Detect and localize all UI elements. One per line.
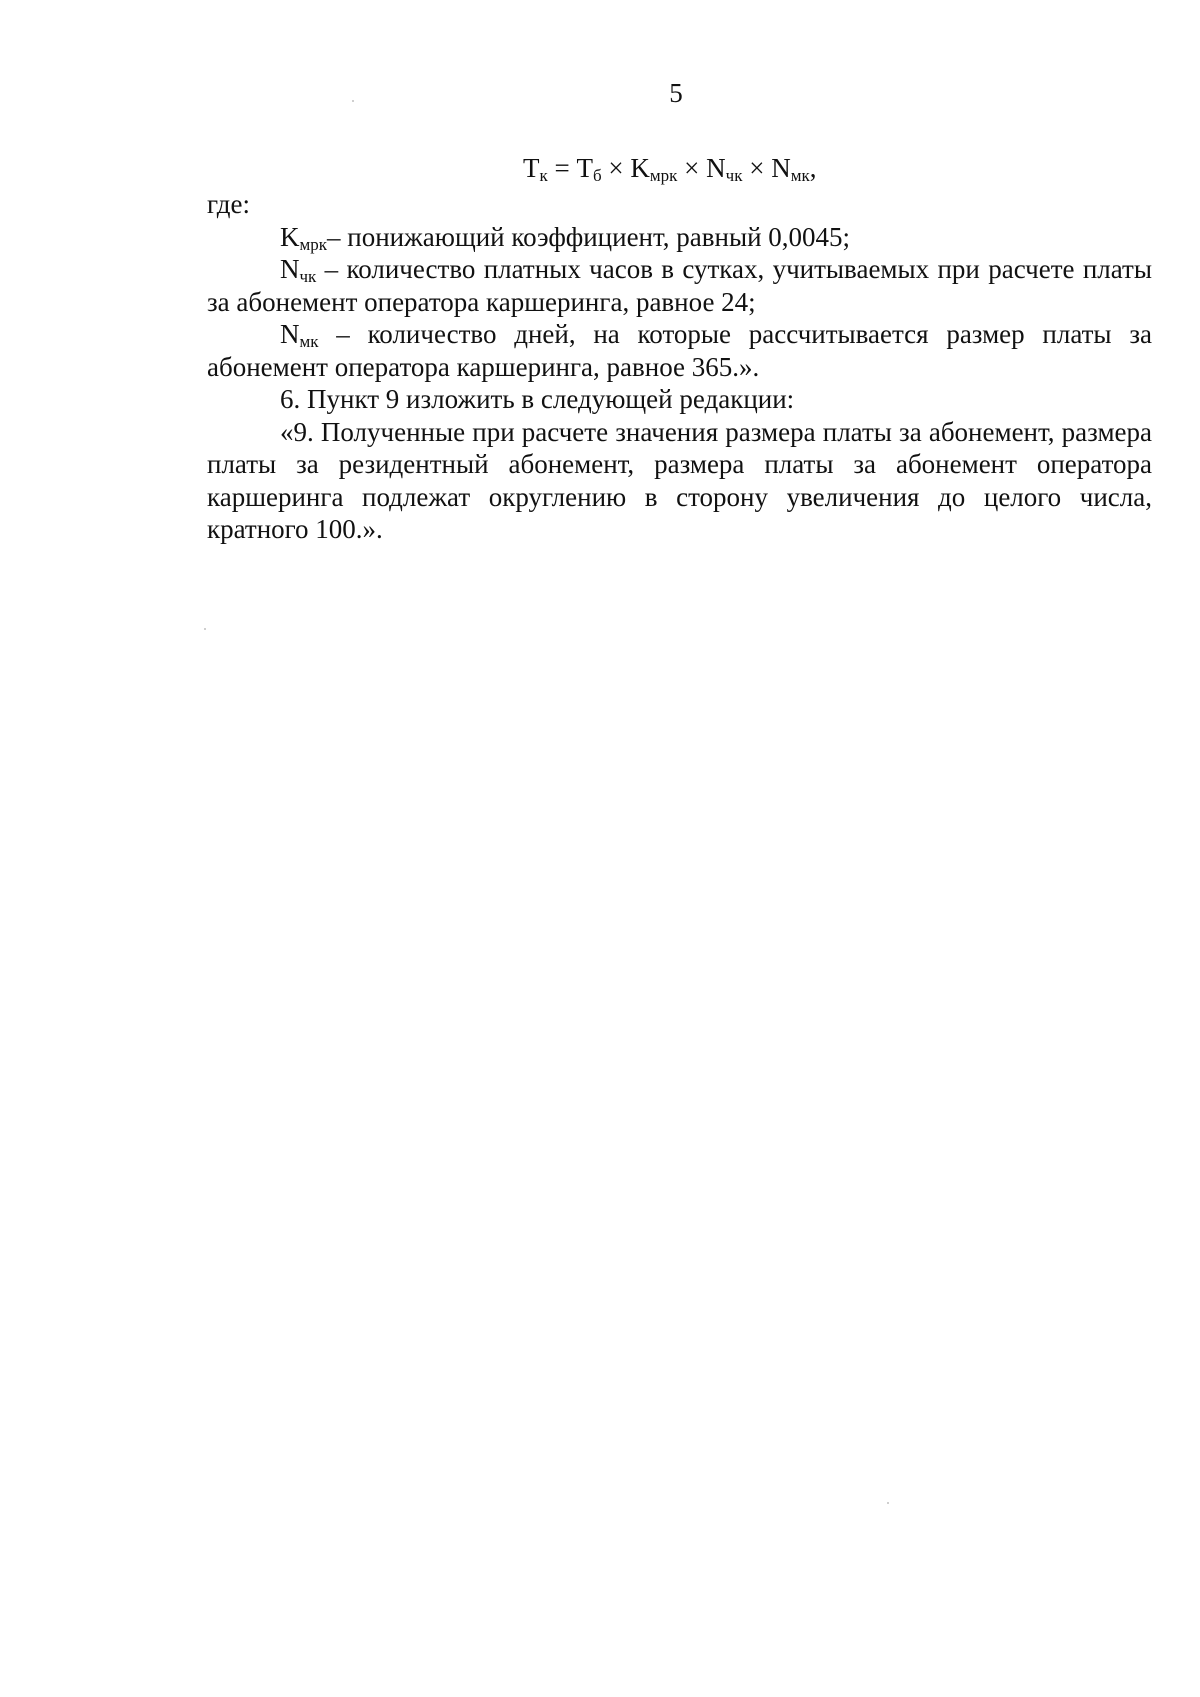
formula-term-nchk: $N_{чк}$ (706, 153, 743, 185)
definition-text: – количество платных часов в сутках, учитываемых при расчете платы за абонемент оператора каршеринга, равное 24; (207, 254, 1152, 317)
definition-text: – понижающий коэффициент, равный 0,0045; (327, 221, 851, 252)
definition-text: – количество дней, на которые рассчитывается размер платы за абонемент оператора каршеринга, равное 365.». (207, 319, 1152, 382)
formula-term-nmk: $N_{мк}$ (771, 153, 810, 185)
formula-times: × (742, 153, 772, 183)
formula (523, 153, 816, 186)
formula-term-tb: $T_б$ (576, 153, 602, 185)
definition-kmrk (207, 221, 1152, 254)
definition-nchk (207, 253, 1152, 318)
definition-symbol: $N_{мк}$ (280, 319, 319, 351)
formula-equals: = (547, 153, 577, 183)
formula-term-kmrk: $K_{мрк}$ (630, 153, 678, 185)
item-6: 6. Пункт 9 изложить в следующей редакции: (280, 384, 795, 414)
page-number: 5 (669, 78, 683, 108)
formula-lhs: $T_к$ (523, 153, 548, 185)
body-text (207, 188, 1152, 546)
definition-nmk (207, 318, 1152, 383)
scan-speck (204, 628, 206, 630)
formula-times: × (601, 153, 631, 183)
formula-tail: , (809, 153, 817, 183)
definition-symbol: $N_{чк}$ (280, 254, 317, 286)
where-label: где: (207, 189, 250, 219)
scan-speck (352, 100, 354, 102)
item-9-quote: «9. Полученные при расчете значения размера платы за абонемент, размера платы за резидентный абонемент, размера платы за абонемент оператора каршеринга подлежат округлению в сторону увеличения до целого числа, кратного 100.». (207, 416, 1152, 544)
scan-speck (887, 1502, 889, 1504)
formula-times: × (677, 153, 707, 183)
definition-symbol: $K_{мрк}$ (280, 221, 328, 254)
